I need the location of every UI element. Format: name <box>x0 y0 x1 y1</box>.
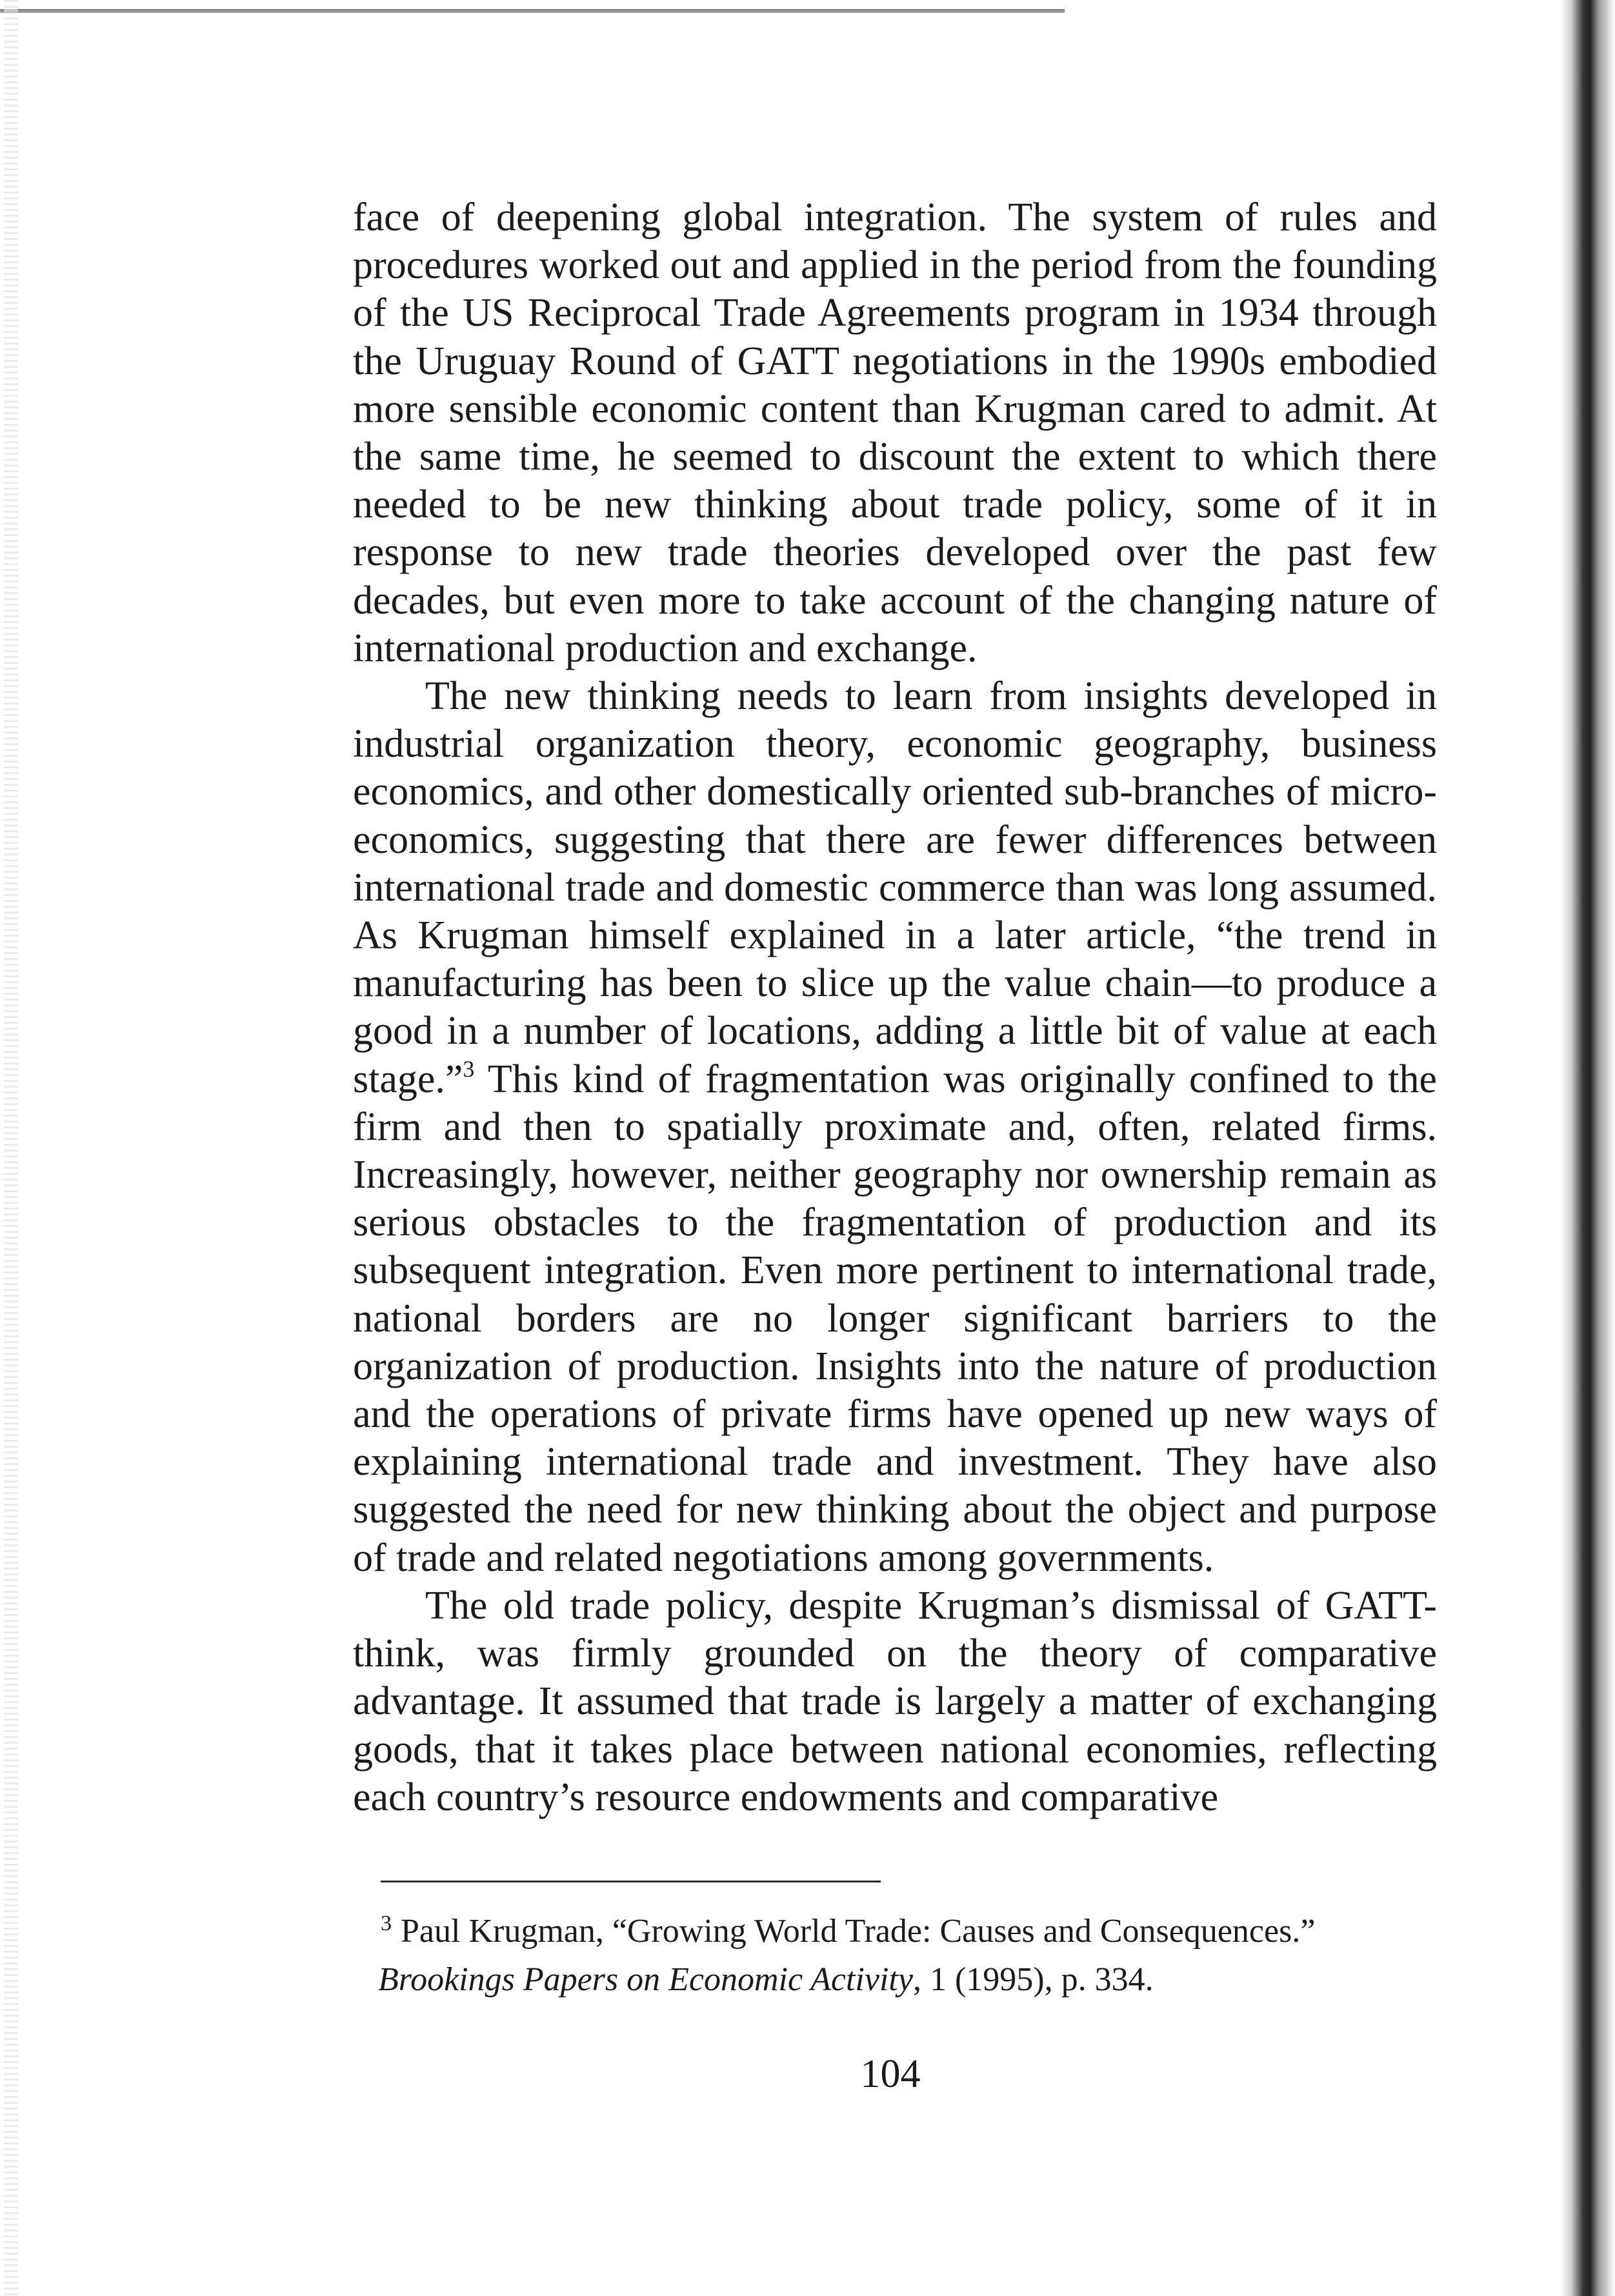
paragraph-1: face of deepening global integration. The system of rules and procedures worked out and applied in the period from the founding of the US Reciprocal Trade Agreements program in 1934 through the Uruguay Round of GATT negotiations in the 1990s embodied more sensible economic content than Krugman cared to admit. At the same time, he seemed to discount the extent to which there needed to be new thinking about trade policy, some of it in response to new trade theories developed over the past few decades, but even more to take account of the changing nature of international production and exchange. <box>353 195 1437 670</box>
footnote-text: Paul Krugman, “Growing World Trade: Causes and Consequences.” <box>401 1913 1316 1950</box>
book-spine-shadow <box>1560 0 1615 2296</box>
footnote-source-title: Brookings Papers on Economic Activity <box>378 1961 913 1998</box>
footnote-reference: 3 <box>463 1055 475 1082</box>
footnote-source <box>378 1955 1471 2004</box>
paragraph-3: The old trade policy, despite Krugman’s dismissal of GATT-think, was firmly grounded on the theory of comparative advantage. It assumed that trade is largely a matter of exchanging goods, that it takes place between national economies, reflecting each country’s resource endowments and comparative <box>353 1583 1437 1819</box>
left-page-edge <box>4 0 18 2296</box>
top-edge-rule <box>0 9 1065 13</box>
footnote-marker: 3 <box>381 1912 392 1935</box>
paragraph-2-part-2: This kind of fragmentation was originally confined to the firm and then to spatially proximate and, often, related firms. Increasingly, however, neither geography nor ownership remain as serious obstacles to the fragmentation of production and its subsequent integration. Even more pertinent to international trade, national borders are no longer significant barriers to the organization of production. Insights into the nature of production and the operations of private firms have opened up new ways of explaining international trade and investment. They have also suggested the need for new thinking about the object and purpose of trade and related negotiations among governments. <box>353 1057 1437 1580</box>
paragraph-2-part-1: The new thinking needs to learn from insights developed in industrial organization theory, economic geography, business economics, and other domestically oriented sub-branches of micro-economics, suggesting that there are fewer differences between international trade and domestic commerce than was long assumed. As Krugman himself explained in a later article, “the trend in manufacturing has been to slice up the value chain—to produce a good in a number of locations, adding a little bit of value at each stage.” <box>353 674 1437 1101</box>
paragraph-2 <box>353 672 1437 1582</box>
footnote-divider <box>381 1881 881 1882</box>
footnote-source-detail: , 1 (1995), p. 334. <box>912 1961 1154 1998</box>
body-text <box>353 194 1437 1821</box>
page-number: 104 <box>860 2052 921 2096</box>
footnote <box>378 1899 1471 2004</box>
